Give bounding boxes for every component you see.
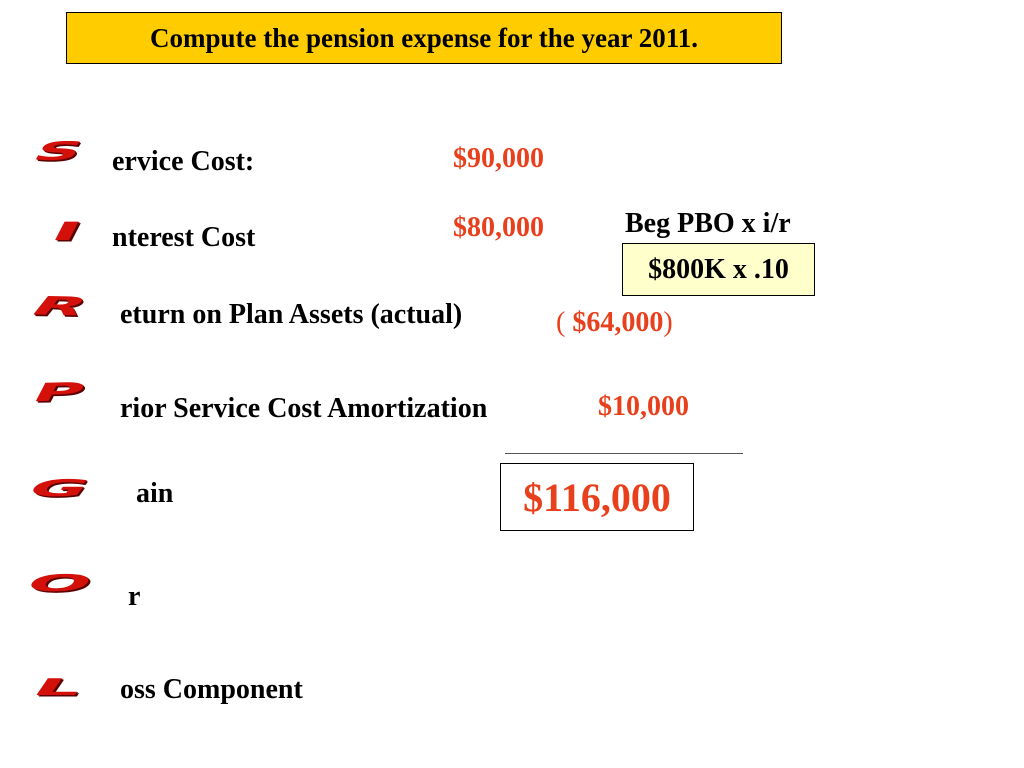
total-box <box>500 463 694 531</box>
sum-divider <box>505 453 743 454</box>
letter-g: G <box>20 474 98 502</box>
letter-r: R <box>22 290 97 322</box>
prior-service-cost-amount: $10,000 <box>598 391 689 422</box>
prior-service-cost-label: rior Service Cost Amortization <box>120 393 488 424</box>
letter-i: I <box>45 216 88 246</box>
interest-cost-label: nterest Cost <box>112 222 256 253</box>
loss-component-label: oss Component <box>120 674 303 705</box>
slide-title <box>66 12 782 64</box>
total-value: $116,000 <box>523 474 671 520</box>
slide-title-text: Compute the pension expense for the year 2011. <box>150 22 698 53</box>
interest-note-heading: Beg PBO x i/r <box>625 208 791 239</box>
interest-formula-text: $800K x .10 <box>648 253 789 285</box>
interest-formula-box <box>622 243 815 296</box>
return-on-assets-amount <box>556 309 673 337</box>
return-on-assets-label: eturn on Plan Assets (actual) <box>120 299 463 330</box>
letter-l: L <box>26 673 92 701</box>
gain-label: ain <box>136 478 174 509</box>
letter-o: O <box>19 569 101 597</box>
close-paren: ) <box>663 307 673 338</box>
service-cost-amount: $90,000 <box>453 143 544 174</box>
service-cost-label: ervice Cost: <box>112 146 255 177</box>
open-paren: ( <box>556 307 566 338</box>
letter-s: S <box>26 135 91 167</box>
interest-cost-amount: $80,000 <box>453 212 544 243</box>
return-amount-value: $64,000 <box>572 307 664 338</box>
or-label: r <box>128 581 141 612</box>
letter-p: P <box>26 376 92 408</box>
